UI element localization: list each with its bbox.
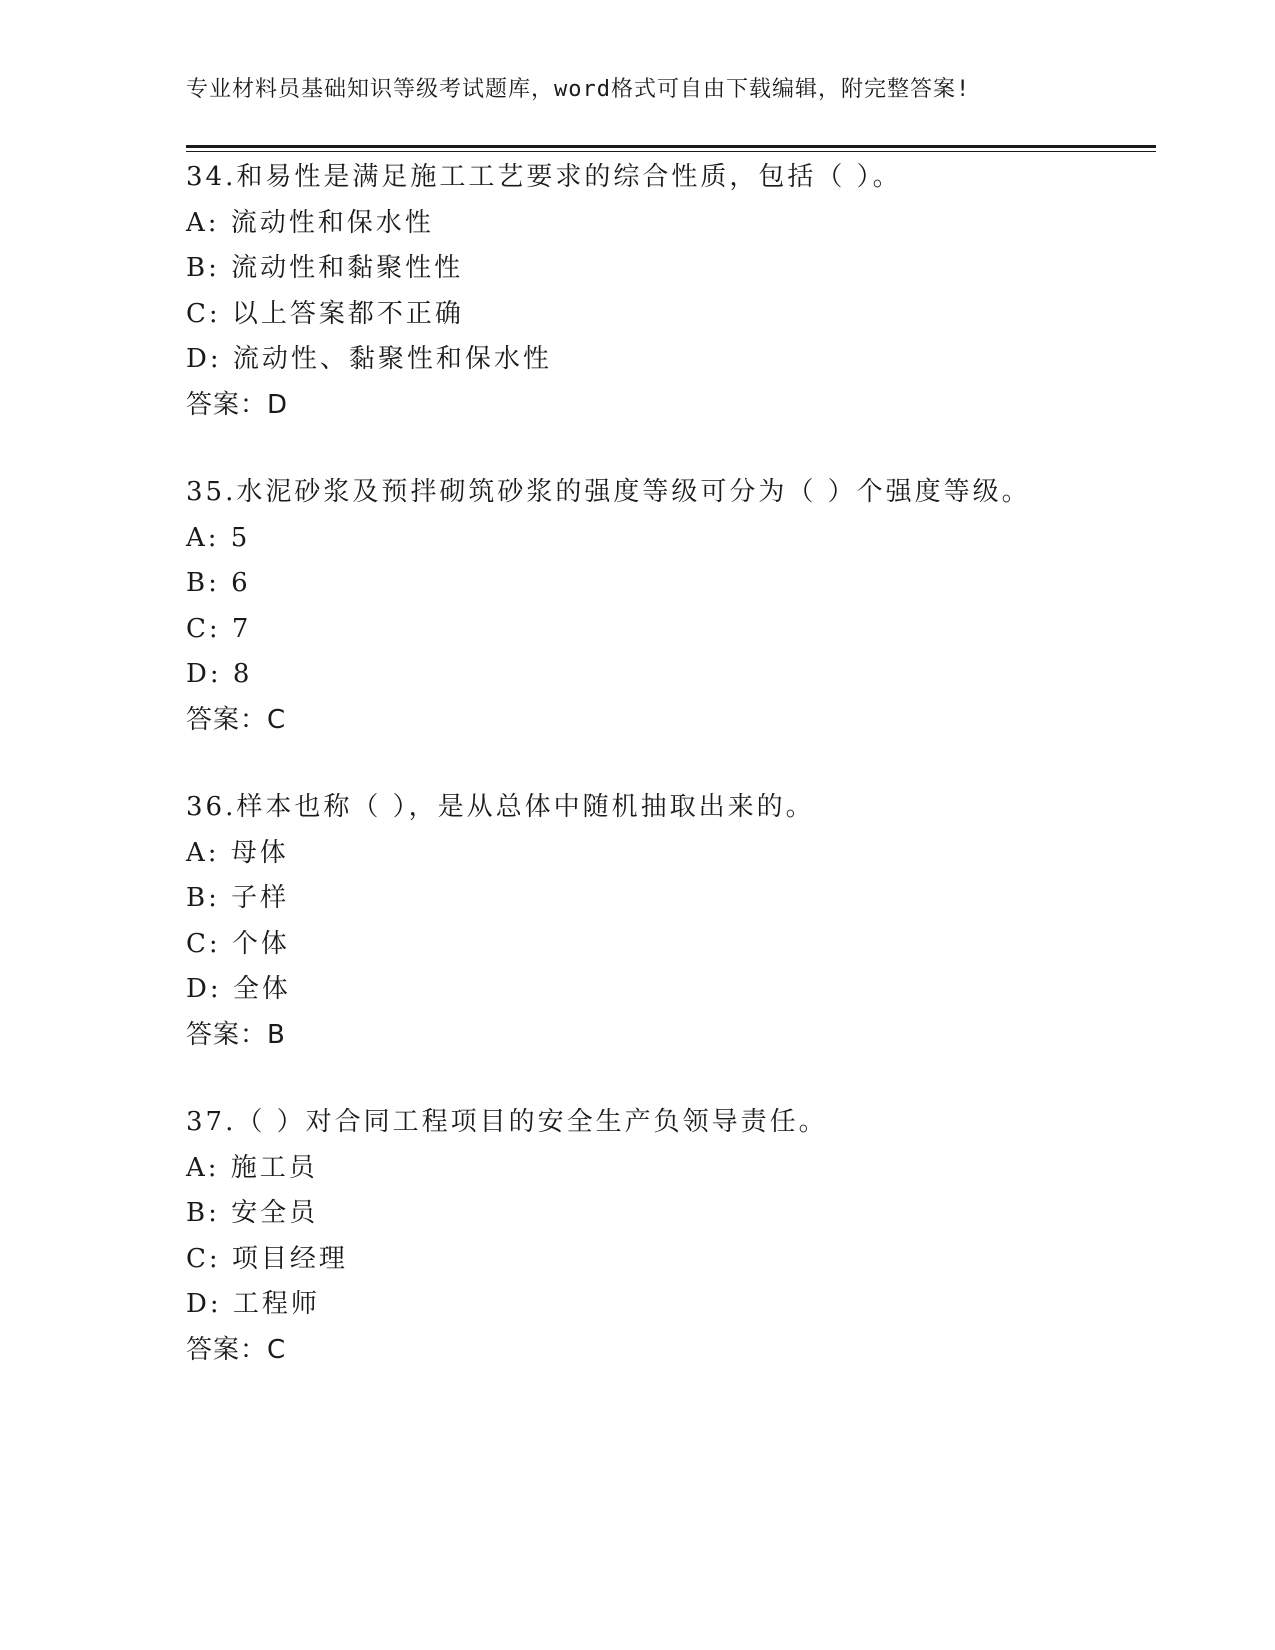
option-d: D: 全体 (186, 974, 291, 1004)
option-a: A: 母体 (186, 837, 289, 868)
question-34 (186, 155, 902, 428)
answer-label: 答案：B (186, 1019, 286, 1050)
option-a: A: 流动性和保水性 (186, 207, 434, 238)
option-d: D: 工程师 (186, 1289, 320, 1319)
option-c: C: 个体 (186, 928, 290, 959)
question-36 (186, 785, 815, 1058)
answer-label: 答案：D (186, 389, 289, 420)
option-c: C: 项目经理 (186, 1243, 348, 1274)
answer-label: 答案：C (186, 704, 287, 735)
option-b: B: 6 (186, 568, 251, 598)
question-stem: 34.和易性是满足施工工艺要求的综合性质，包括（ ）。 (186, 162, 902, 192)
option-d: D: 8 (186, 659, 253, 689)
option-a: A: 施工员 (186, 1152, 318, 1183)
option-c: C: 7 (186, 613, 252, 644)
page-header: 专业材料员基础知识等级考试题库，word格式可自由下载编辑，附完整答案! (186, 77, 971, 102)
question-37 (186, 1100, 828, 1373)
option-d: D: 流动性、黏聚性和保水性 (186, 344, 552, 374)
question-stem: 35.水泥砂浆及预拌砌筑砂浆的强度等级可分为（ ）个强度等级。 (186, 477, 1031, 507)
question-35 (186, 470, 1031, 743)
answer-label: 答案：C (186, 1334, 287, 1365)
option-b: B: 流动性和黏聚性性 (186, 253, 464, 283)
option-a: A: 5 (186, 522, 251, 553)
question-stem: 36.样本也称（ ），是从总体中随机抽取出来的。 (186, 792, 815, 822)
option-b: B: 子样 (186, 883, 290, 913)
option-b: B: 安全员 (186, 1198, 319, 1228)
question-stem: 37.（ ）对合同工程项目的安全生产负领导责任。 (186, 1107, 828, 1137)
header-divider-thin (186, 151, 1156, 152)
header-divider-thick (186, 145, 1156, 148)
option-c: C: 以上答案都不正确 (186, 298, 464, 329)
